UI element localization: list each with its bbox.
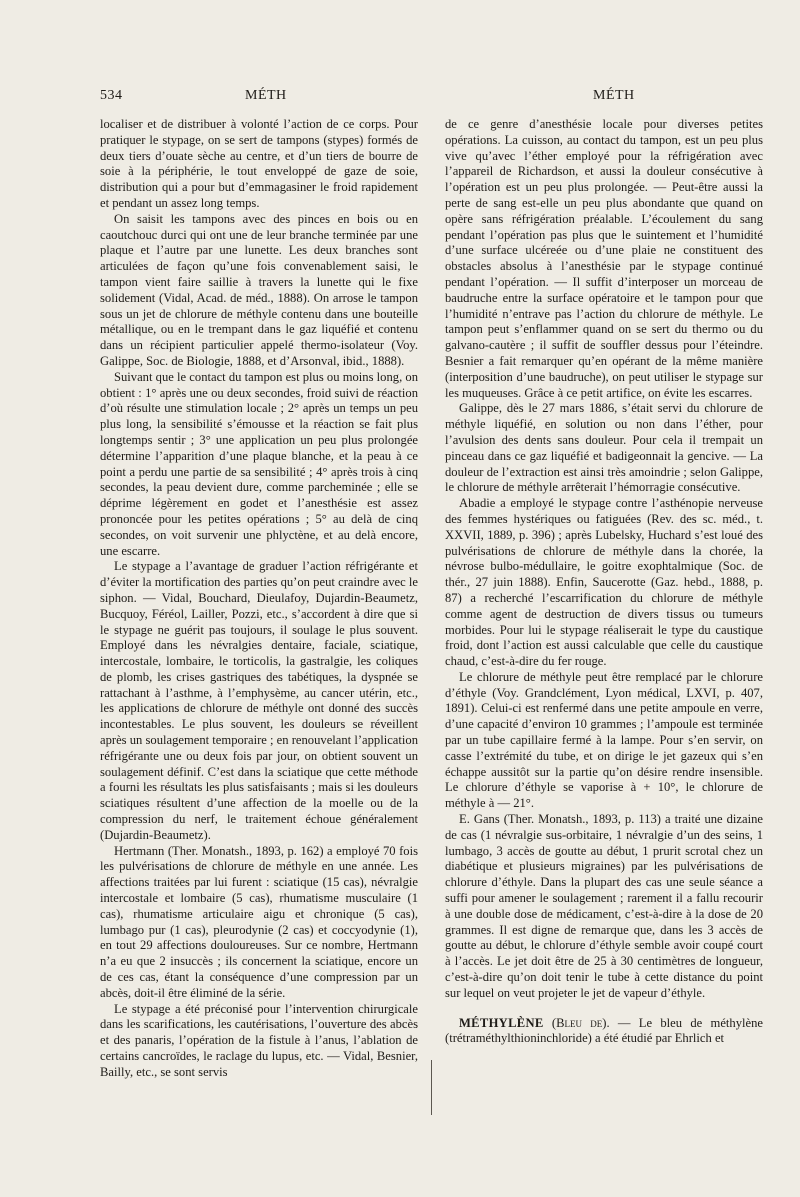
paragraph: Le chlorure de méthyle peut être remplacé par le chlorure d’éthyle (Voy. Grandclément, Lyon médical, LXVI, p. 407, 1891). Celui-ci est renfermé dans une petite ampoule en verre, d’une capacité d’environ 10 grammes ; l’ampoule est terminée par un tube capillaire fermé à la lampe. Pour s’en servir, on casse l’extrémité du tube, et on dirige le jet gazeux qui s’en échappe aussitôt sur la partie qu’on désire rendre insensible. Le chlorure d’éthyle se vaporise à + 10°, le chlorure de méthyle à — 21°.	[445, 669, 763, 811]
dictionary-entry	[445, 1016, 763, 1048]
paragraph: Suivant que le contact du tampon est plus ou moins long, on obtient : 1° après une ou deux secondes, froid suivi de réaction d’où résulte une stimulation locale ; 2° après un temps un peu plus long, la sensibilité s’émousse et la réaction se fait plus longtemps sentir ; 3° une application un peu plus prolongée détermine l’apparition d’une plaque blanche, et la peau à ce point a perdu une partie de sa sensibilité ; 4° après trois à cinq secondes, la peau devient dure, comme parcheminée ; elle se déprime légèrement en godet et l’anesthésie est assez prononcée pour les petites opérations ; 5° au delà de cinq secondes, on voit survenir une phlyctène, et au delà encore, une escarre.	[100, 369, 418, 558]
left-column	[100, 117, 418, 1081]
column-divider	[431, 1060, 432, 1115]
paragraph: On saisit les tampons avec des pinces en bois ou en caoutchouc durci qui ont une de leur branche terminée par une plaque et l’autre par une lunette. Les deux branches sont articulées de façon qu’une fois convenablement saisi, le tampon vient faire saillie à travers la lunette qui le fixe solidement (Vidal, Acad. de méd., 1888). On arrose le tampon sous un jet de chlorure de méthyle contenu dans une bouteille métallique, ou en le trempant dans le gaz liquéfié et contenu dans un récipient particulier appelé thermo-isolateur (Voy. Galippe, Soc. de Biologie, 1888, et d’Arsonval, ibid., 1888).	[100, 211, 418, 368]
running-head-left: MÉTH	[245, 88, 287, 103]
entry-headword: MÉTHYLÈNE	[459, 1015, 544, 1030]
running-head-right: MÉTH	[593, 88, 635, 103]
entry-qualifier: (Bleu de).	[551, 1015, 610, 1030]
paragraph: Hertmann (Ther. Monatsh., 1893, p. 162) a employé 70 fois les pulvérisations de chlorure de méthyle en une année. Les affections traitées par lui furent : sciatique (15 cas), névralgie intercostale et lombaire (5 cas), rhumatisme musculaire (1 cas), rhumatisme articulaire aigu et chronique (5 cas), lumbago pur (1 cas), pleurodynie (2 cas) et coccyodynie (1), en tout 29 affections douloureuses. Sur ce nombre, Hertmann n’a eu que 2 insuccès ; ils concernent la sciatique, encore un de ces cas, étant la conséquence d’une compression par un abcès, doit-il être éliminé de la série.	[100, 843, 418, 1000]
paragraph: de ce genre d’anesthésie locale pour diverses petites opérations. La cuisson, au contact du tampon, est un peu plus vive qu’avec l’éther employé pour la réfrigération avec l’appareil de Richardson, et aussi la douleur consécutive à l’opération est un peu plus prolongée. — Peut-être aussi la perte de sang est-elle un peu plus abondante que quand on opère sans réfrigération préalable. L’écoulement du sang pendant l’opération pas plus que le suintement et l’humidité d’une surface ulcéreée ou d’une plaie ne constituent des obstacles absolus à l’anesthésie par le stypage continué pendant l’opération. — Il suffit d’interposer un morceau de baudruche entre la surface opératoire et le tampon pour que l’humidité n’entrave pas l’action du chlorure de méthyle. Le tampon peut s’enflammer quand on se sert du thermo ou du galvano-cautère ; il suffit de souffler dessus pour l’éteindre. Besnier a fait remarquer qu’en opérant de la même manière (interposition d’une baudruche), on peut utiliser le stypage sur les muqueuses. Grâce à ce petit artifice, on évite les escarres.	[445, 117, 763, 400]
page-number: 534	[100, 88, 123, 103]
paragraph: E. Gans (Ther. Monatsh., 1893, p. 113) a traité une dizaine de cas (1 névralgie sus-orbitaire, 1 névralgie d’un des seins, 1 lumbago, 3 accès de goutte au début, 1 prurit scrotal chez un diabétique et plusieurs migraines) par les pulvérisations de chlorure d’éthyle. Dans la plupart des cas une seule séance a suffi pour amener le soulagement ; rarement il a fallu recourir à une double dose de médicament, c’est-à-dire à la dose de 20 grammes. Il est digne de remarque que, dans les 3 accès de goutte au début, le chlorure d’éthyle semble avoir coupé court à l’accès. Le jet doit être de 25 à 30 centimètres de longueur, c’est-à-dire qu’on doit tenir le tube à cette distance du point sur lequel on veut projeter le jet de vapeur d’éthyle.	[445, 812, 763, 1000]
right-column	[445, 117, 763, 1047]
paragraph: Abadie a employé le stypage contre l’asthénopie nerveuse des femmes hystériques ou fatiguées (Rev. des sc. méd., t. XXVII, 1889, p. 396) ; après Lubelsky, Huchard s’est loué des pulvérisations de chlorure de méthyle dans la chorée, la névrose bulbo-médullaire, le goitre exophtalmique (Soc. de thér., 27 juin 1888). Enfin, Saucerotte (Gaz. hebd., 1888, p. 87) a recherché l’escarrification du chlorure de méthyle comme agent de destruction de divers tissus ou tumeurs morbides. Pour lui le stypage réaliserait le type du caustique froid, dont l’action est aussi calculable que celle du caustique chaud, c’est-à-dire du fer rouge.	[445, 496, 763, 669]
paragraph: localiser et de distribuer à volonté l’action de ce corps. Pour pratiquer le stypage, on se sert de tampons (stypes) formés de deux tiers d’ouate sèche au centre, et d’un tiers de bourre de soie à la périphérie, le tout enveloppé de gaze de soie, distribution qui a pour but d’emmagasiner le froid rapidement et pendant un assez long temps.	[100, 117, 418, 210]
paragraph: Galippe, dès le 27 mars 1886, s’était servi du chlorure de méthyle liquéfié, en solution ou non dans l’éther, pour l’avulsion des dents sans douleur. Pour cela il trempait un pinceau dans ce gaz liquéfié et badigeonnait la gencive. — La douleur de l’extraction est ainsi très amoindrie ; selon Galippe, le chlorure de méthyle arrêterait l’hémorragie consécutive.	[445, 401, 763, 495]
paragraph: Le stypage a l’avantage de graduer l’action réfrigérante et d’éviter la mortification des parties qu’on peut craindre avec le siphon. — Vidal, Bouchard, Dieulafoy, Dujardin-Beaumetz, Bucquoy, Féréol, Lailler, Pozzi, etc., s’accordent à dire que si le stypage ne guérit pas toujours, il soulage le plus souvent. Employé dans les névralgies dentaire, faciale, sciatique, intercostale, lombaire, le torticolis, la gastralgie, les coliques de plomb, les crises gastriques des tabétiques, la dyspnée se rattachant à l’asthme, à l’emphysème, au cancer utérin, etc., les applications de chlorure de méthyle ont donné des succès incontestables. Le plus souvent, les douleurs se réveillent après un soulagement temporaire ; en renouvelant l’application réfrigérante une ou deux fois par jour, on obtient souvent un soulagement définif. C’est dans la sciatique que cette méthode a fourni les résultats les plus satisfaisants ; mais si les douleurs sciatiques résultent d’une affection de la moelle ou de la compression du nerf, le traitement échoue généralement (Dujardin-Beaumetz).	[100, 559, 418, 842]
paragraph: Le stypage a été préconisé pour l’intervention chirurgicale dans les scarifications, les cautérisations, l’ouverture des abcès et des panaris, l’opération de la fistule à l’anus, l’ablation de certains cancroïdes, le raclage du lupus, etc. — Vidal, Besnier, Bailly, etc., se sont servis	[100, 1001, 418, 1079]
entry-text: — Le bleu de méthylène (trétraméthylthioninchloride) a été étudié par Ehrlich et	[445, 1015, 763, 1046]
